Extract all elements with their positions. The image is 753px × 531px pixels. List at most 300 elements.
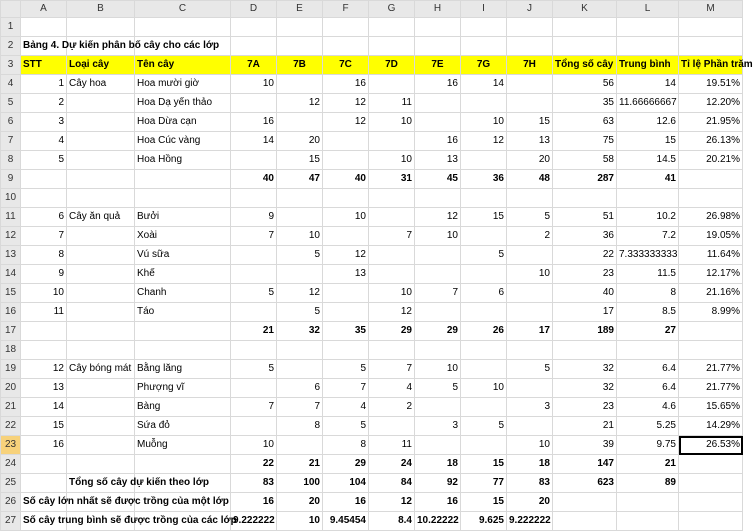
cell[interactable] bbox=[323, 37, 369, 56]
row-header[interactable]: 12 bbox=[1, 227, 21, 246]
cell[interactable]: 15 bbox=[507, 113, 553, 132]
cell[interactable]: 14.29% bbox=[679, 417, 743, 436]
cell[interactable] bbox=[67, 170, 135, 189]
cell[interactable] bbox=[67, 189, 135, 208]
cell[interactable]: 287 bbox=[553, 170, 617, 189]
cell[interactable] bbox=[67, 113, 135, 132]
cell[interactable]: 7 bbox=[231, 227, 277, 246]
cell[interactable] bbox=[135, 322, 231, 341]
cell[interactable]: Khế bbox=[135, 265, 231, 284]
cell[interactable]: 5 bbox=[21, 151, 67, 170]
cell[interactable]: Bưởi bbox=[135, 208, 231, 227]
cell[interactable] bbox=[67, 132, 135, 151]
column-header[interactable]: A bbox=[21, 1, 67, 18]
cell[interactable]: 40 bbox=[323, 170, 369, 189]
cell[interactable] bbox=[553, 341, 617, 360]
cell[interactable]: 10 bbox=[323, 208, 369, 227]
cell[interactable]: 10 bbox=[415, 360, 461, 379]
cell[interactable]: 29 bbox=[369, 322, 415, 341]
cell[interactable]: 7H bbox=[507, 56, 553, 75]
cell[interactable]: 7 bbox=[369, 360, 415, 379]
cell[interactable]: 17 bbox=[553, 303, 617, 322]
row-header[interactable]: 19 bbox=[1, 360, 21, 379]
cell[interactable]: 83 bbox=[231, 474, 277, 493]
cell[interactable]: 5 bbox=[323, 360, 369, 379]
cell[interactable]: 21 bbox=[617, 455, 679, 474]
cell[interactable] bbox=[67, 417, 135, 436]
cell[interactable]: 40 bbox=[553, 284, 617, 303]
cell[interactable]: 35 bbox=[553, 94, 617, 113]
cell[interactable]: 7C bbox=[323, 56, 369, 75]
cell[interactable]: 75 bbox=[553, 132, 617, 151]
cell[interactable]: 51 bbox=[553, 208, 617, 227]
cell[interactable] bbox=[507, 379, 553, 398]
column-header[interactable]: J bbox=[507, 1, 553, 18]
cell[interactable] bbox=[461, 18, 507, 37]
cell[interactable]: 7 bbox=[415, 284, 461, 303]
cell[interactable]: 5 bbox=[461, 246, 507, 265]
cell[interactable]: 77 bbox=[461, 474, 507, 493]
cell[interactable] bbox=[461, 398, 507, 417]
row-header[interactable]: 1 bbox=[1, 18, 21, 37]
cell[interactable]: 9 bbox=[21, 265, 67, 284]
cell[interactable]: 11.66666667 bbox=[617, 94, 679, 113]
cell[interactable]: 3 bbox=[415, 417, 461, 436]
cell[interactable] bbox=[507, 189, 553, 208]
cell[interactable]: 11.5 bbox=[617, 265, 679, 284]
row-header[interactable]: 13 bbox=[1, 246, 21, 265]
cell[interactable]: 1 bbox=[21, 75, 67, 94]
cell[interactable] bbox=[461, 227, 507, 246]
row-header[interactable]: 5 bbox=[1, 94, 21, 113]
cell[interactable] bbox=[507, 303, 553, 322]
cell[interactable] bbox=[461, 436, 507, 455]
cell[interactable]: 16 bbox=[323, 493, 369, 512]
cell[interactable] bbox=[67, 379, 135, 398]
row-header[interactable]: 16 bbox=[1, 303, 21, 322]
cell[interactable]: STT bbox=[21, 56, 67, 75]
cell[interactable] bbox=[67, 284, 135, 303]
cell[interactable]: 7.333333333 bbox=[617, 246, 679, 265]
cell[interactable] bbox=[369, 189, 415, 208]
cell[interactable]: 8 bbox=[617, 284, 679, 303]
cell[interactable]: Hoa Dạ yến thảo bbox=[135, 94, 231, 113]
cell[interactable]: 27 bbox=[617, 322, 679, 341]
cell[interactable]: 20 bbox=[507, 151, 553, 170]
cell[interactable]: 8 bbox=[277, 417, 323, 436]
cell[interactable]: 5 bbox=[231, 284, 277, 303]
cell[interactable] bbox=[277, 37, 323, 56]
cell[interactable]: 20 bbox=[277, 132, 323, 151]
cell[interactable] bbox=[679, 493, 743, 512]
cell[interactable]: Tổng số cây dự kiến theo lớp bbox=[67, 474, 135, 493]
cell[interactable] bbox=[507, 341, 553, 360]
cell[interactable] bbox=[553, 37, 617, 56]
cell[interactable]: 14 bbox=[231, 132, 277, 151]
cell[interactable]: Số cây trung bình sẽ được trồng của các lớp bbox=[21, 512, 67, 531]
cell[interactable]: 7D bbox=[369, 56, 415, 75]
cell[interactable]: 20 bbox=[507, 493, 553, 512]
column-header[interactable]: H bbox=[415, 1, 461, 18]
cell[interactable]: Táo bbox=[135, 303, 231, 322]
cell[interactable] bbox=[415, 246, 461, 265]
row-header[interactable]: 17 bbox=[1, 322, 21, 341]
cell[interactable] bbox=[617, 18, 679, 37]
cell[interactable]: Chanh bbox=[135, 284, 231, 303]
cell[interactable]: 189 bbox=[553, 322, 617, 341]
cell[interactable] bbox=[461, 94, 507, 113]
cell[interactable]: 2 bbox=[507, 227, 553, 246]
cell[interactable]: 84 bbox=[369, 474, 415, 493]
row-header[interactable]: 6 bbox=[1, 113, 21, 132]
cell[interactable]: Hoa Hồng bbox=[135, 151, 231, 170]
cell[interactable] bbox=[67, 341, 135, 360]
cell[interactable]: 22 bbox=[553, 246, 617, 265]
cell[interactable]: 45 bbox=[415, 170, 461, 189]
cell[interactable] bbox=[67, 303, 135, 322]
cell[interactable] bbox=[507, 18, 553, 37]
cell[interactable] bbox=[277, 208, 323, 227]
cell[interactable] bbox=[67, 94, 135, 113]
cell[interactable] bbox=[277, 18, 323, 37]
cell[interactable] bbox=[617, 37, 679, 56]
cell[interactable]: Bàng bbox=[135, 398, 231, 417]
cell[interactable]: 100 bbox=[277, 474, 323, 493]
cell[interactable] bbox=[277, 189, 323, 208]
cell[interactable]: 12 bbox=[323, 94, 369, 113]
cell[interactable]: 15 bbox=[21, 417, 67, 436]
cell[interactable]: 4 bbox=[369, 379, 415, 398]
row-header[interactable]: 18 bbox=[1, 341, 21, 360]
cell[interactable]: 12 bbox=[369, 493, 415, 512]
cell[interactable]: 7.2 bbox=[617, 227, 679, 246]
cell[interactable]: 15 bbox=[461, 455, 507, 474]
cell[interactable] bbox=[67, 455, 135, 474]
cell[interactable] bbox=[553, 18, 617, 37]
row-header[interactable]: 26 bbox=[1, 493, 21, 512]
cell[interactable]: 7 bbox=[231, 398, 277, 417]
row-header[interactable]: 3 bbox=[1, 56, 21, 75]
cell[interactable]: 10 bbox=[507, 265, 553, 284]
cell[interactable] bbox=[461, 265, 507, 284]
cell[interactable] bbox=[679, 455, 743, 474]
select-all-corner[interactable] bbox=[1, 1, 21, 18]
cell[interactable]: 12 bbox=[415, 208, 461, 227]
cell[interactable] bbox=[461, 360, 507, 379]
cell[interactable] bbox=[415, 436, 461, 455]
cell[interactable] bbox=[415, 113, 461, 132]
row-header[interactable]: 20 bbox=[1, 379, 21, 398]
cell[interactable]: 32 bbox=[277, 322, 323, 341]
cell[interactable]: 40 bbox=[231, 170, 277, 189]
cell[interactable]: Hoa Cúc vàng bbox=[135, 132, 231, 151]
cell[interactable] bbox=[679, 474, 743, 493]
cell[interactable] bbox=[507, 37, 553, 56]
cell[interactable]: 92 bbox=[415, 474, 461, 493]
cell[interactable]: 16 bbox=[415, 132, 461, 151]
cell[interactable]: 10 bbox=[415, 227, 461, 246]
cell[interactable] bbox=[369, 18, 415, 37]
cell[interactable]: 23 bbox=[553, 265, 617, 284]
cell[interactable]: Muỗng bbox=[135, 436, 231, 455]
cell[interactable]: 5 bbox=[231, 360, 277, 379]
cell[interactable]: Sứa đỏ bbox=[135, 417, 231, 436]
cell[interactable]: Hoa Dừa cạn bbox=[135, 113, 231, 132]
cell[interactable]: 24 bbox=[369, 455, 415, 474]
cell[interactable] bbox=[135, 189, 231, 208]
cell[interactable]: 8.99% bbox=[679, 303, 743, 322]
cell[interactable]: 16 bbox=[21, 436, 67, 455]
row-header[interactable]: 27 bbox=[1, 512, 21, 531]
cell[interactable] bbox=[461, 303, 507, 322]
cell[interactable]: 18 bbox=[415, 455, 461, 474]
cell[interactable] bbox=[277, 113, 323, 132]
cell[interactable] bbox=[323, 18, 369, 37]
cell[interactable]: 16 bbox=[415, 493, 461, 512]
column-header[interactable]: D bbox=[231, 1, 277, 18]
cell[interactable] bbox=[415, 398, 461, 417]
cell[interactable]: 63 bbox=[553, 113, 617, 132]
row-header[interactable]: 10 bbox=[1, 189, 21, 208]
cell[interactable] bbox=[507, 94, 553, 113]
cell[interactable]: 12 bbox=[21, 360, 67, 379]
row-header[interactable]: 22 bbox=[1, 417, 21, 436]
cell[interactable]: 14 bbox=[21, 398, 67, 417]
cell[interactable]: 2 bbox=[21, 94, 67, 113]
cell[interactable]: 7 bbox=[277, 398, 323, 417]
cell[interactable] bbox=[679, 37, 743, 56]
cell[interactable]: 22 bbox=[231, 455, 277, 474]
cell[interactable]: 35 bbox=[323, 322, 369, 341]
cell[interactable] bbox=[369, 265, 415, 284]
cell[interactable]: 32 bbox=[553, 360, 617, 379]
cell[interactable]: 21.16% bbox=[679, 284, 743, 303]
cell[interactable]: 14.5 bbox=[617, 151, 679, 170]
cell[interactable]: 5 bbox=[323, 417, 369, 436]
cell[interactable]: 7G bbox=[461, 56, 507, 75]
cell[interactable]: 10 bbox=[461, 113, 507, 132]
cell[interactable]: 10 bbox=[507, 436, 553, 455]
cell[interactable]: 13 bbox=[507, 132, 553, 151]
cell[interactable]: 21 bbox=[553, 417, 617, 436]
cell[interactable]: 21.77% bbox=[679, 360, 743, 379]
cell[interactable] bbox=[231, 94, 277, 113]
cell[interactable]: 6.4 bbox=[617, 379, 679, 398]
row-header[interactable]: 23 bbox=[1, 436, 21, 455]
column-header[interactable]: M bbox=[679, 1, 743, 18]
cell[interactable] bbox=[323, 189, 369, 208]
cell[interactable]: 9.75 bbox=[617, 436, 679, 455]
cell[interactable] bbox=[231, 379, 277, 398]
cell[interactable]: Cây hoa bbox=[67, 75, 135, 94]
cell[interactable]: 12.17% bbox=[679, 265, 743, 284]
cell[interactable]: 16 bbox=[231, 113, 277, 132]
cell[interactable]: 4 bbox=[323, 398, 369, 417]
cell[interactable]: 6 bbox=[21, 208, 67, 227]
cell[interactable]: 6.4 bbox=[617, 360, 679, 379]
cell[interactable] bbox=[67, 265, 135, 284]
cell[interactable] bbox=[679, 512, 743, 531]
cell[interactable]: 21.77% bbox=[679, 379, 743, 398]
cell[interactable]: 12 bbox=[369, 303, 415, 322]
cell[interactable]: 23 bbox=[553, 398, 617, 417]
cell[interactable] bbox=[323, 284, 369, 303]
cell[interactable] bbox=[323, 303, 369, 322]
cell[interactable] bbox=[67, 18, 135, 37]
cell[interactable] bbox=[507, 284, 553, 303]
cell[interactable]: 10 bbox=[369, 284, 415, 303]
cell[interactable] bbox=[679, 322, 743, 341]
cell[interactable] bbox=[21, 189, 67, 208]
cell[interactable] bbox=[231, 37, 277, 56]
cell[interactable]: Loại cây bbox=[67, 56, 135, 75]
cell[interactable] bbox=[553, 189, 617, 208]
cell[interactable]: 15 bbox=[617, 132, 679, 151]
cell[interactable]: 11.64% bbox=[679, 246, 743, 265]
cell[interactable] bbox=[507, 417, 553, 436]
cell[interactable] bbox=[323, 132, 369, 151]
row-header[interactable]: 7 bbox=[1, 132, 21, 151]
cell[interactable] bbox=[135, 341, 231, 360]
cell[interactable]: 41 bbox=[617, 170, 679, 189]
cell[interactable]: 5 bbox=[277, 246, 323, 265]
row-header[interactable]: 11 bbox=[1, 208, 21, 227]
cell[interactable]: 56 bbox=[553, 75, 617, 94]
cell[interactable]: 4.6 bbox=[617, 398, 679, 417]
cell[interactable] bbox=[461, 37, 507, 56]
cell[interactable] bbox=[135, 170, 231, 189]
cell[interactable] bbox=[369, 37, 415, 56]
cell[interactable] bbox=[135, 18, 231, 37]
cell[interactable] bbox=[21, 455, 67, 474]
cell[interactable] bbox=[21, 170, 67, 189]
cell[interactable]: 2 bbox=[369, 398, 415, 417]
cell[interactable]: 5 bbox=[461, 417, 507, 436]
cell[interactable]: 14 bbox=[461, 75, 507, 94]
cell[interactable]: 6 bbox=[277, 379, 323, 398]
cell[interactable]: 11 bbox=[369, 436, 415, 455]
cell[interactable] bbox=[369, 75, 415, 94]
cell[interactable]: 12 bbox=[323, 113, 369, 132]
cell[interactable]: 7E bbox=[415, 56, 461, 75]
cell[interactable]: Bằng lăng bbox=[135, 360, 231, 379]
cell[interactable] bbox=[369, 132, 415, 151]
cell[interactable] bbox=[415, 341, 461, 360]
cell[interactable]: 39 bbox=[553, 436, 617, 455]
cell[interactable] bbox=[507, 246, 553, 265]
cell[interactable]: 10 bbox=[369, 151, 415, 170]
cell[interactable] bbox=[323, 227, 369, 246]
cell[interactable] bbox=[415, 18, 461, 37]
cell[interactable]: 26 bbox=[461, 322, 507, 341]
cell[interactable]: 5 bbox=[507, 208, 553, 227]
cell[interactable] bbox=[277, 75, 323, 94]
cell[interactable]: 11 bbox=[21, 303, 67, 322]
cell[interactable]: 13 bbox=[21, 379, 67, 398]
cell[interactable]: 19.05% bbox=[679, 227, 743, 246]
cell[interactable]: 10 bbox=[21, 284, 67, 303]
cell[interactable] bbox=[415, 265, 461, 284]
cell[interactable]: 7 bbox=[369, 227, 415, 246]
cell[interactable]: 9.45454 bbox=[323, 512, 369, 531]
cell[interactable]: Bảng 4. Dự kiến phân bố cây cho các lớp bbox=[21, 37, 67, 56]
cell[interactable]: 9.625 bbox=[461, 512, 507, 531]
cell[interactable] bbox=[553, 512, 617, 531]
cell[interactable]: 7 bbox=[323, 379, 369, 398]
cell[interactable] bbox=[679, 170, 743, 189]
cell[interactable]: 19.51% bbox=[679, 75, 743, 94]
cell[interactable]: 16 bbox=[231, 493, 277, 512]
cell[interactable] bbox=[369, 341, 415, 360]
cell[interactable] bbox=[277, 341, 323, 360]
cell[interactable] bbox=[231, 341, 277, 360]
row-header[interactable]: 14 bbox=[1, 265, 21, 284]
cell[interactable]: 12 bbox=[277, 284, 323, 303]
cell[interactable]: 8.5 bbox=[617, 303, 679, 322]
cell[interactable] bbox=[617, 512, 679, 531]
cell[interactable]: 12.20% bbox=[679, 94, 743, 113]
cell[interactable] bbox=[553, 493, 617, 512]
cell[interactable]: 36 bbox=[553, 227, 617, 246]
cell[interactable]: 10 bbox=[231, 75, 277, 94]
cell[interactable]: 21 bbox=[231, 322, 277, 341]
cell[interactable]: 31 bbox=[369, 170, 415, 189]
cell[interactable]: 32 bbox=[553, 379, 617, 398]
row-header[interactable]: 25 bbox=[1, 474, 21, 493]
cell[interactable] bbox=[231, 417, 277, 436]
cell[interactable]: Tỉ lệ Phần trăm bbox=[679, 56, 743, 75]
cell[interactable]: 15 bbox=[277, 151, 323, 170]
row-header[interactable]: 21 bbox=[1, 398, 21, 417]
cell[interactable] bbox=[21, 322, 67, 341]
row-header[interactable]: 8 bbox=[1, 151, 21, 170]
cell[interactable]: 17 bbox=[507, 322, 553, 341]
cell[interactable] bbox=[231, 18, 277, 37]
cell[interactable]: 36 bbox=[461, 170, 507, 189]
cell[interactable]: 5 bbox=[277, 303, 323, 322]
cell[interactable]: 7A bbox=[231, 56, 277, 75]
cell[interactable]: 10.22222 bbox=[415, 512, 461, 531]
cell[interactable]: 26.13% bbox=[679, 132, 743, 151]
cell[interactable]: 104 bbox=[323, 474, 369, 493]
row-header[interactable]: 4 bbox=[1, 75, 21, 94]
column-header[interactable]: C bbox=[135, 1, 231, 18]
column-header[interactable]: K bbox=[553, 1, 617, 18]
cell[interactable]: 9.222222 bbox=[231, 512, 277, 531]
cell[interactable]: 58 bbox=[553, 151, 617, 170]
cell[interactable] bbox=[67, 246, 135, 265]
cell[interactable] bbox=[231, 151, 277, 170]
cell[interactable]: 8 bbox=[21, 246, 67, 265]
cell[interactable]: 10 bbox=[277, 512, 323, 531]
cell[interactable] bbox=[135, 455, 231, 474]
cell[interactable]: 10 bbox=[461, 379, 507, 398]
cell[interactable] bbox=[415, 189, 461, 208]
cell[interactable] bbox=[231, 303, 277, 322]
cell[interactable]: 12 bbox=[461, 132, 507, 151]
cell[interactable] bbox=[461, 341, 507, 360]
cell[interactable]: 15 bbox=[461, 493, 507, 512]
cell[interactable] bbox=[617, 341, 679, 360]
cell[interactable]: 15 bbox=[461, 208, 507, 227]
cell[interactable]: 5 bbox=[415, 379, 461, 398]
cell[interactable] bbox=[67, 227, 135, 246]
cell[interactable]: 21 bbox=[277, 455, 323, 474]
cell[interactable]: 9.222222 bbox=[507, 512, 553, 531]
cell[interactable]: 13 bbox=[415, 151, 461, 170]
cell[interactable]: 3 bbox=[507, 398, 553, 417]
cell[interactable] bbox=[21, 474, 67, 493]
